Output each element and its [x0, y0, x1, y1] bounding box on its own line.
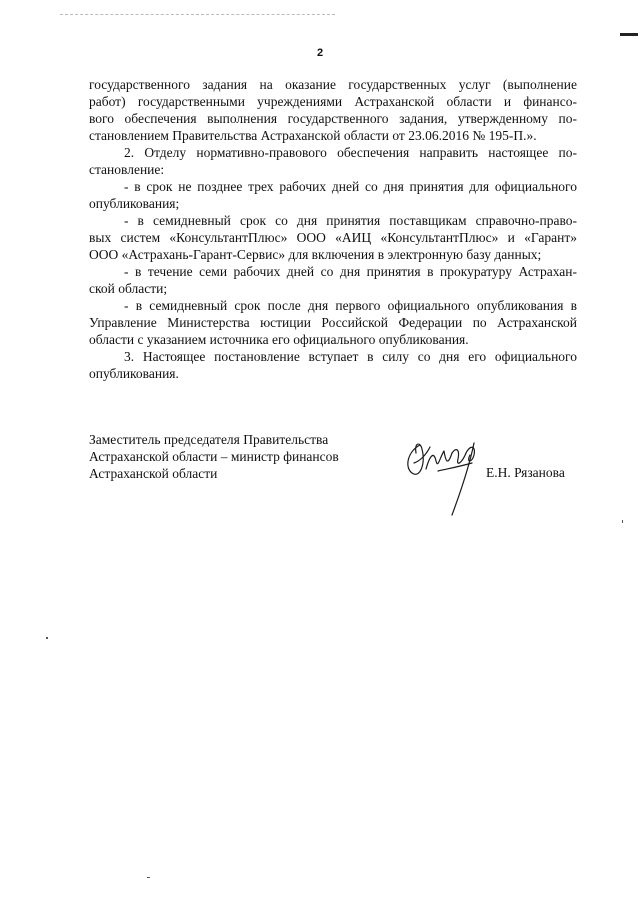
text-line: области с указанием источника его официального опубликования. — [89, 332, 469, 347]
text-line: вых систем «КонсультантПлюс» ООО «АИЦ «КонсультантПлюс» и «Гарант» — [89, 230, 577, 245]
text-line: ООО «Астрахань-Гарант-Сервис» для включения в электронную базу данных; — [89, 247, 542, 262]
text-line: становлением Правительства Астраханской области от 23.06.2016 № 195-П.». — [89, 128, 537, 143]
text-line: вого обеспечения выполнения государственного задания, утвержденному по- — [89, 111, 577, 126]
signatory-name: Е.Н. Рязанова — [486, 465, 565, 480]
bullet-item — [89, 263, 577, 297]
text-line: опубликования; — [89, 196, 180, 211]
page-number: 2 — [316, 47, 324, 59]
text-line: - в течение семи рабочих дней со дня принятия в прокуратуру Астрахан- — [124, 264, 577, 279]
item-2 — [89, 144, 577, 348]
text-line: - в семидневный срок со дня принятия поставщикам справочно-право- — [124, 213, 577, 228]
signature-block — [89, 431, 577, 531]
text-line: 3. Настоящее постановление вступает в силу со дня его официального — [124, 349, 577, 364]
scan-edge-line — [60, 14, 335, 15]
scan-speck — [622, 520, 623, 523]
scan-speck — [147, 877, 150, 878]
text-line: государственного задания на оказание государственных услуг (выполнение — [89, 77, 577, 92]
signatory-position-line: Астраханской области — [89, 466, 218, 481]
text-line: ской области; — [89, 281, 168, 296]
text-line: становление: — [89, 162, 165, 177]
bullet-item — [89, 178, 577, 212]
scan-corner-mark — [620, 33, 638, 36]
text-line: 2. Отделу нормативно-правового обеспечения направить настоящее по- — [124, 145, 577, 160]
document-body — [89, 76, 577, 382]
bullet-item — [89, 212, 577, 263]
scan-speck — [46, 637, 48, 639]
text-line: - в срок не позднее трех рабочих дней со дня принятия для официального — [124, 179, 577, 194]
text-line: - в семидневный срок после дня первого официального опубликования в — [124, 298, 577, 313]
signatory-position-line: Заместитель председателя Правительства — [89, 432, 329, 447]
text-line: опубликования. — [89, 366, 179, 381]
item-3 — [89, 348, 577, 382]
paragraph-continuation — [89, 76, 577, 144]
text-line: работ) государственными учреждениями Астраханской области и финансо- — [89, 94, 577, 109]
bullet-item — [89, 297, 577, 348]
handwritten-signature — [400, 433, 492, 518]
text-line: Управление Министерства юстиции Российской Федерации по Астраханской — [89, 315, 577, 330]
signatory-position-line: Астраханской области – министр финансов — [89, 449, 339, 464]
